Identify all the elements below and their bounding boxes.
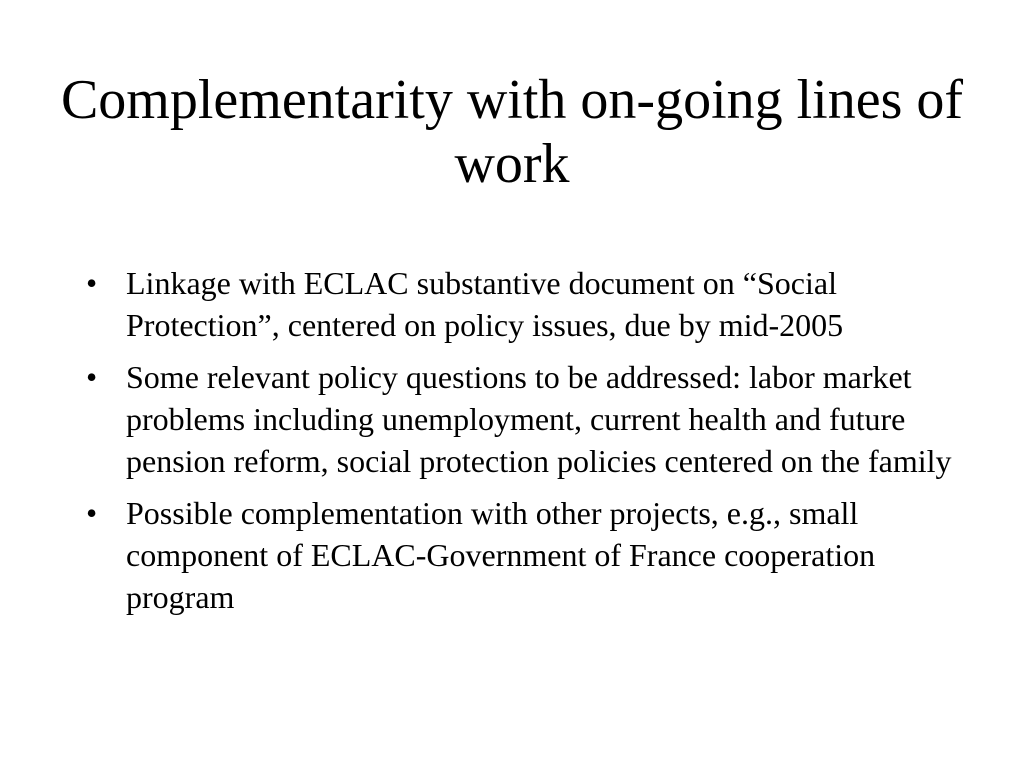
bullet-item: [86, 356, 956, 482]
bullet-icon: •: [86, 495, 98, 531]
slide-title: Complementarity with on-going lines of work: [60, 69, 964, 195]
bullet-list: [86, 262, 956, 628]
bullet-text: Some relevant policy questions to be addressed: labor market problems including unemployment, current health and future pension reform, social protection policies centered on the family: [126, 359, 952, 479]
bullet-icon: •: [86, 265, 98, 301]
bullet-item: [86, 262, 956, 346]
bullet-icon: •: [86, 359, 98, 395]
bullet-text: Linkage with ECLAC substantive document on “Social Protection”, centered on policy issues, due by mid-2005: [126, 265, 844, 343]
bullet-text: Possible complementation with other projects, e.g., small component of ECLAC-Government of France cooperation program: [126, 495, 876, 615]
bullet-item: [86, 492, 956, 618]
